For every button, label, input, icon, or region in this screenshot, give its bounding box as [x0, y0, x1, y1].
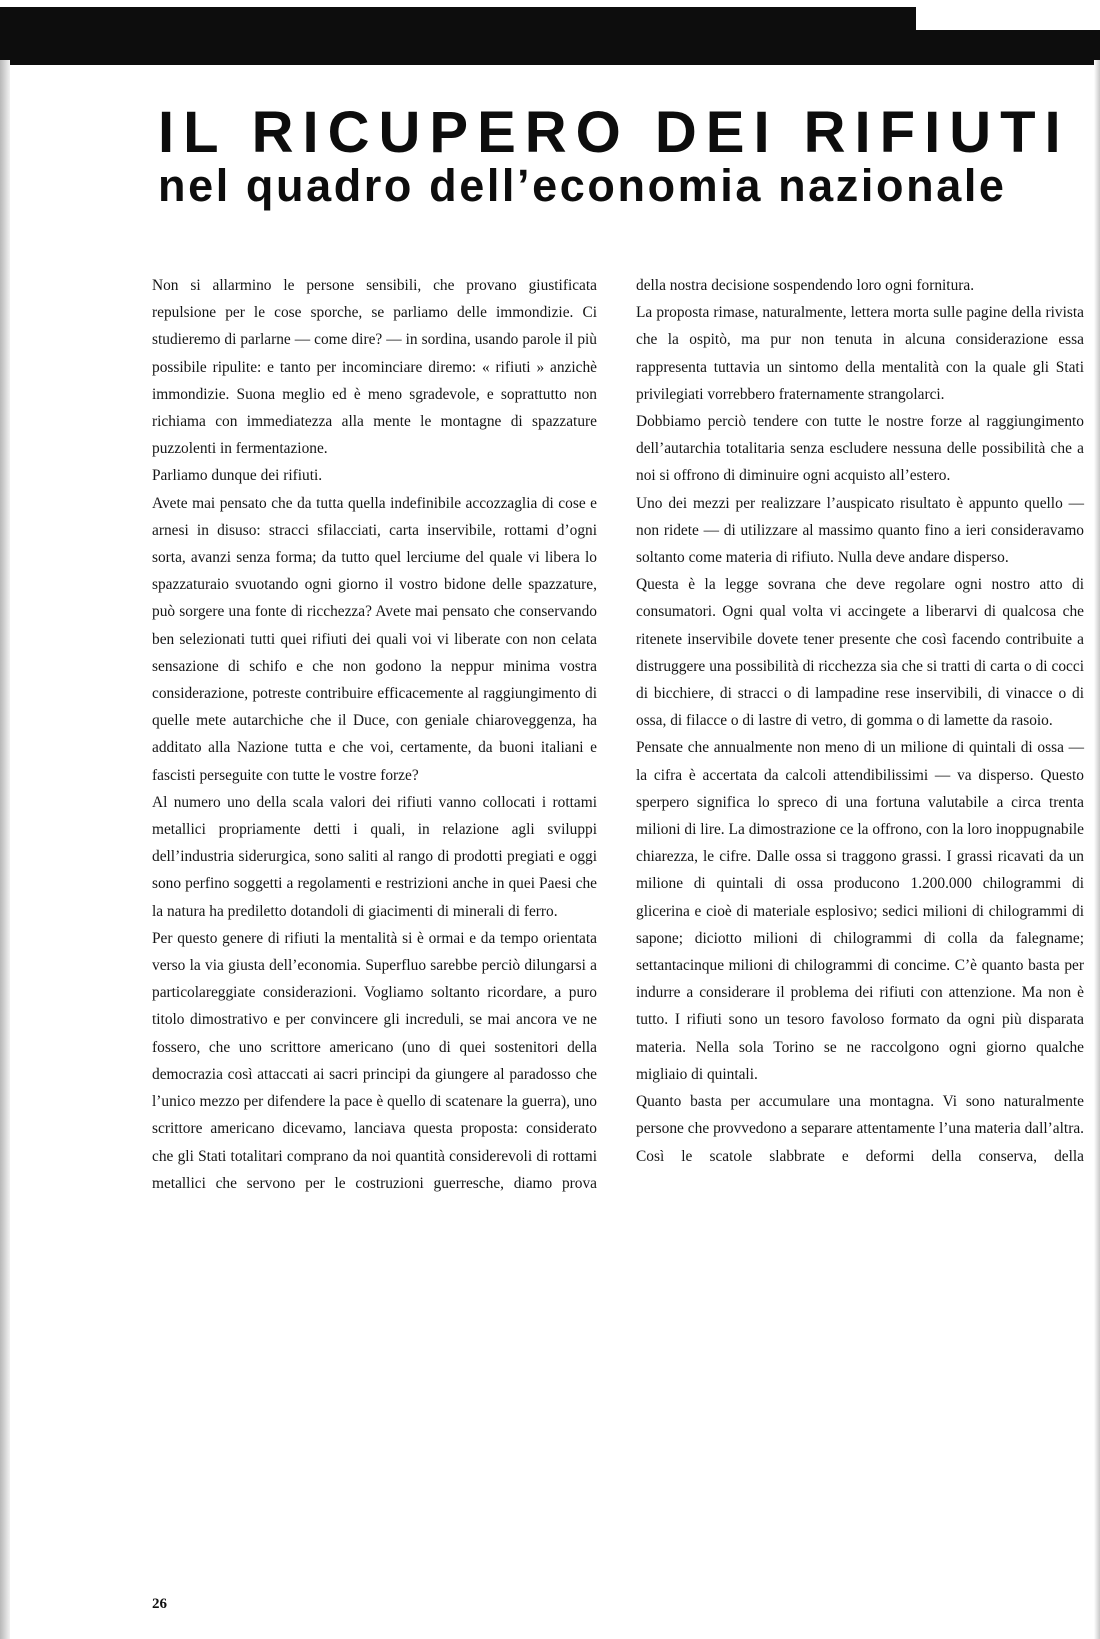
paragraph: Non si allarmino le persone sensibili, che provano giustificata repulsione per le cose sporche, se parliamo delle immondizie. Ci studieremo di parlarne — come dire? — in sordina, usando parole il più possibile ripulite: e tanto per incominciare diremo: « rifiuti » anzichè immondizie. Suona meglio ed è meno sgradevole, e soprattutto non richiama con immediatezza alla mente le montagne di spazzature puzzolenti in fermentazione. — [152, 277, 597, 458]
paragraph: Uno dei mezzi per realizzare l’auspicato risultato è appunto quello — non ridete — di utilizzare al massimo quanto fino a ieri consideravamo soltanto come materia di rifiuto. Nulla deve andare disperso. — [636, 494, 1084, 567]
paragraph: Questa è la legge sovrana che deve regolare ogni nostro atto di consumatori. Ogni qual volta vi accingete a liberarvi di qualcosa che ritenete inservibile dovete tener presente che così facendo contribuite a distruggere una possibilità di ricchezza sia che si tratti di carta o di cocci di bicchiere, di stracci o di lampadine rese inservibili, di vinacce o di ossa, di filacce o di lastre di vetro, di gomma o di lamette da rasoio. — [636, 576, 1084, 730]
paragraph: Pensate che annualmente non meno di un milione di quintali di ossa — la cifra è accertata da calcoli attendibilissimi — va disperso. Questo sperpero significa lo spreco di una fortuna valutabile a circa trenta milioni di lire. La dimostrazione ce la offrono, con la loro inoppugnabile chiarezza, le cifre. Dalle ossa si traggono grassi. I grassi ricavati da un milione di quintali di ossa producono 1.200.000 chilogrammi di glicerina e cioè di materiale esplosivo; sedici milioni di chilogrammi di sapone; diciotto milioni di chilogrammi di colla da falegname; settantacinque milioni di chilogrammi di concime. C’è quanto basta per indurre a considerare il problema dei rifiuti con attenzione. Ma non è tutto. I rifiuti sono un tesoro favoloso formato da ogni più disparata materia. Nella sola Torino se ne raccolgono ogni giorno qualche migliaio di quintali. — [636, 739, 1084, 1083]
paragraph: Per questo genere di rifiuti la mentalità si è ormai e da tempo orientata verso la via giusta dell’economia. Superfluo sarebbe perciò dilungarsi a particolareggiate considerazioni. Vogliamo soltanto ricordare, a puro titolo dimostrativo e per convincere gli increduli, se mai ancora ve ne fossero, che uno scrittore americano (uno di quei sostenitori della democrazia così attaccati ai sacri principi da giungere al paradosso che l’unico mezzo per difendere la pace è quello di scatenare la guerra), uno scrittore americano dicevamo, lanciava questa proposta: considerato che gli Stati totalitari comprano da noi quantità considerevoli di rottami metallici che servono per le costruzioni guerresche, diamo prova — [152, 929, 597, 1192]
article-subtitle: nel quadro dell’economia nazionale — [158, 160, 1007, 211]
page-left-shadow — [0, 60, 10, 1639]
paragraph: Quanto basta per accumulare una montagna. Vi sono naturalmente persone che provvedono a separare attentamente l’una materia dall’altra. Così le scatole slabbrate e deformi della conserva, della — [636, 1093, 1084, 1165]
paragraph: della nostra decisione sospendendo loro ogni fornitura. — [636, 277, 975, 294]
top-band-right — [916, 30, 1100, 65]
right-column — [636, 272, 1084, 1170]
paragraph: Al numero uno della scala valori dei rifiuti vanno collocati i rottami metallici propriamente detti i quali, in relazione agli sviluppi dell’industria siderurgica, sono saliti al rango di prodotti pregiati e oggi sono perfino soggetti a regolamenti e restrizioni anche in quei Paesi che la natura ha prediletto dotandoli di giacimenti di minerali di ferro. — [152, 793, 597, 920]
page-right-shadow — [1094, 60, 1100, 1639]
paragraph: La proposta rimase, naturalmente, lettera morta sulle pagine della rivista che la ospitò, ma pur non tenuta in alcuna considerazione essa rappresenta tuttavia un sintomo della mentalità con la quale gli Stati privilegiati vorrebbero fraternamente strangolarci. — [636, 304, 1084, 403]
top-black-band — [0, 0, 1100, 65]
paragraph: Parliamo dunque dei rifiuti. — [152, 467, 323, 485]
article-title: IL RICUPERO DEI RIFIUTI — [158, 100, 1070, 165]
paragraph: Dobbiamo perciò tendere con tutte le nostre forze al raggiungimento dell’autarchia totalitaria senza escludere nessuna delle possibilità che a noi si offrono di diminuire ogni acquisto all’estero. — [636, 413, 1084, 485]
paragraph: Avete mai pensato che da tutta quella indefinibile accozzaglia di cose e arnesi in disuso: stracci sfilacciati, carta inservibile, rottami d’ogni sorta, avanzi senza forma; da tutto quel lerciume del quale vi libera lo spazzaturaio svuotando ogni giorno il vostro bidone delle spazzature, può sorgere una fonte di ricchezza? Avete mai pensato che conservando ben selezionati tutti quei rifiuti dei quali voi vi liberate con non celata sensazione di schifo e che non godono la neppur minima vostra considerazione, potreste contribuire efficacemente al raggiungimento di quelle mete autarchiche che il Duce, con geniale chiaroveggenza, ha additato alla Nazione tutta e che voi, certamente, da buoni italiani e fascisti perseguite con tutte le vostre forze? — [152, 494, 597, 784]
left-column — [152, 272, 597, 1197]
page-number: 26 — [152, 1596, 167, 1612]
top-band-left — [0, 7, 916, 65]
